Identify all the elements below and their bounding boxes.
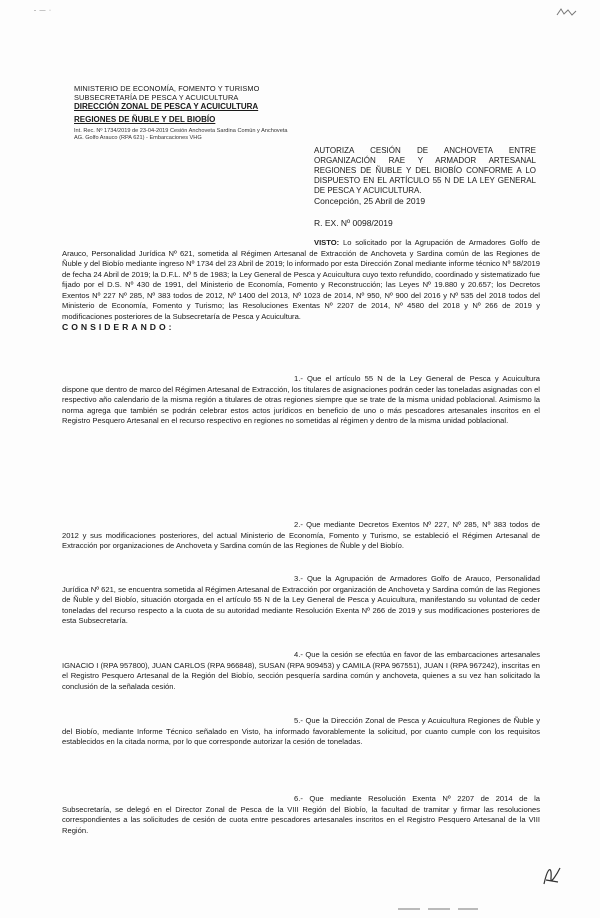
letterhead (74, 84, 314, 142)
place-and-date: Concepción, 25 Abril de 2019 (314, 196, 426, 206)
considerando-paragraph-4: 4.- Que la cesión se efectúa en favor de las embarcaciones artesanales IGNACIO I (RPA 957800), JUAN CARLOS (RPA 966848), SUSAN (RPA 909453) y CAMILA (RPA 967551), JUAN I (RPA 967242), inscritas en el Registro Pesquero Artesanal de la Región del Biobío, sección pesquería sardina común y anchoveta, quienes a su vez han solicitado la conclusión de la señalada cesión. (62, 650, 540, 691)
visto-label: VISTO: (314, 238, 340, 247)
considerando-paragraph-1: 1.- Que el artículo 55 N de la Ley General de Pesca y Acuicultura dispone que dentro de marco del Régimen Artesanal de Extracción, los titulares de asignaciones podrán ceder las toneladas asignadas con el respectivo año calendario de la misma región a titulares de otras regiones siempre que se trate de la misma unidad poblacional. Asimismo la norma agrega que también se podrán celebrar estos actos jurídicos en beneficio de uno o más pescadores artesanales inscritos en el Registro Pesquero Artesanal en el recurso respectivo en regiones no sometidas al régimen y dentro de la misma unidad poblacional. (62, 374, 540, 425)
direccion-name: DIRECCIÓN ZONAL DE PESCA Y ACUICULTURA (74, 102, 259, 111)
resolution-number: R. EX. Nº 0098/2019 (314, 218, 393, 228)
handwritten-signature-icon (540, 862, 564, 890)
reference-line-1: Int. Rec. Nº 1734/2019 de 23-04-2019 Cesión Anchoveta Sardina Común y Anchoveta (74, 128, 288, 134)
resolution-subject: AUTORIZA CESIÓN DE ANCHOVETA ENTRE ORGANIZACIÓN RAE Y ARMADOR ARTESANAL REGIONES DE ÑUBLE Y DEL BIOBÍO CONFORME A LO DISPUESTO EN EL ARTÍCULO 55 N DE LA LEY GENERAL DE PESCA Y ACUICULTURA. (314, 146, 536, 195)
regiones-name: REGIONES DE ÑUBLE Y DEL BIOBÍO (74, 115, 216, 124)
visto-text: Lo solicitado por la Agrupación de Armadores Golfo de Arauco, Personalidad Jurídica Nº 621, sometida al Régimen Artesanal de Extracción de Anchoveta y Sardina común de las Regiones de Ñuble y del Biobío mediante ingreso Nº 1734 del 23 Abril de 2019; lo informado por esta Dirección Zonal mediante informe técnico Nº 58/2019 de fecha 24 Abril de 2019; la D.F.L. Nº 5 de 1983; la Ley General de Pesca y Acuicultura cuyo texto refundido, coordinado y sistematizado fue fijado por el D.S. Nº 430 de 1991, del Ministerio de Economía, Fomento y Reconstrucción; las Leyes Nº 19.880 y 20.657; los Decretos Exentos Nº 227 Nº 285, Nº 383 todos de 2012, Nº 1400 del 2013, Nº 1023 de 2014, Nº 950, Nº 900 del 2016 y Nº 535 del 2018 todos del Ministerio de Economía, Fomento y Turismo; las Resoluciones Exentas Nº 2207 de 2014, Nº 4580 del 2018 y Nº 266 de 2019 y modificaciones posteriores de la Subsecretaría de Pesca y Acuicultura. (62, 238, 540, 321)
considerando-heading: CONSIDERANDO: (62, 322, 175, 332)
considerando-paragraph-2: 2.- Que mediante Decretos Exentos Nº 227, Nº 285, Nº 383 todos de 2012 y sus modificaciones posteriores, del actual Ministerio de Economía, Fomento y Turismo, se estableció el Régimen Artesanal de Extracción por organizaciones de Anchoveta y Sardina común de las Regiones de Ñuble y del Biobío. (62, 520, 540, 550)
considerando-paragraph-3: 3.- Que la Agrupación de Armadores Golfo de Arauco, Personalidad Jurídica Nº 621, se encuentra sometida al Régimen Artesanal de Extracción por organización de Anchoveta y Sardina común de las Regiones de Ñuble y del Biobío, situación otorgada en el artículo 55 N de la Ley General de Pesca y Acuicultura, manifestando su voluntad de ceder toneladas del recurso respecto a la cuota de su autoridad mediante Resolución Exenta Nº 266 de 2019 y sus modificaciones posteriores de esta Subsecretaría. (62, 574, 540, 625)
corner-mark: - — · (34, 8, 52, 14)
considerando-paragraph-6: 6.- Que mediante Resolución Exenta Nº 2207 de 2014 de la Subsecretaría, se delegó en el Director Zonal de Pesca de la VIII Región del Biobío, la facultad de tramitar y firmar las resoluciones correspondientes a las solicitudes de cesión de cuota entre pescadores artesanales inscritos en el Registro Pesquero Artesanal de la VIII Región. (62, 794, 540, 835)
ministry-name: MINISTERIO DE ECONOMÍA, FOMENTO Y TURISMO (74, 84, 260, 93)
considerando-paragraph-5: 5.- Que la Dirección Zonal de Pesca y Acuicultura Regiones de Ñuble y del Biobío, mediante Informe Técnico señalado en Visto, ha informado favorablemente la solicitud, por cuanto cumple con los requisitos establecidos en la citada norma, por lo que corresponde autorizar la cesión de toneladas. (62, 716, 540, 746)
subsecretaria-name: SUBSECRETARÍA DE PESCA Y ACUICULTURA (74, 93, 239, 102)
page-stamp-icon (555, 6, 579, 18)
visto-section (62, 238, 540, 322)
footer-mark (398, 906, 478, 912)
reference-line-2: AG. Golfo Arauco (RPA 621) - Embarcaciones VHG (74, 135, 202, 141)
